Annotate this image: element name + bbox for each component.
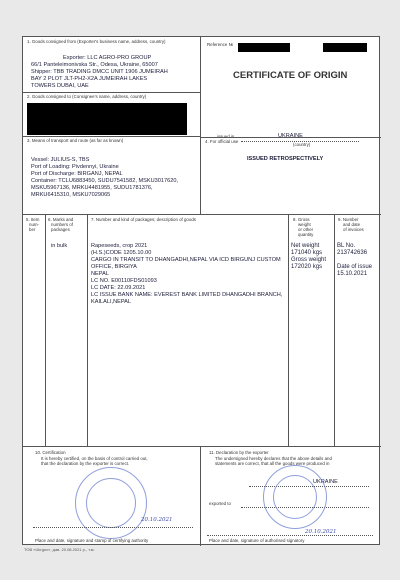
marks-value: in bulk	[51, 243, 68, 249]
col7-header: 7. Number and kind of packages; description of goods	[91, 217, 196, 222]
col5-header: num-	[29, 222, 40, 227]
transport-line: Port of Discharge: BIRGANJ, NEPAL	[31, 171, 123, 177]
col8-header: 8. Gross	[293, 217, 310, 222]
exporter-stamp-inner	[273, 475, 317, 519]
certificate-sheet	[22, 36, 380, 545]
field11-label: 11. Declaration by the exporter	[209, 450, 269, 455]
certification-date: 20.10.2021	[141, 517, 173, 523]
col5-header: ber	[29, 227, 36, 232]
field2-label: 2. Goods consigned to (Consignee's name, address, country)	[27, 94, 147, 99]
declaration-signature-line	[207, 535, 373, 536]
reference-redaction-2	[323, 43, 367, 52]
col-divider	[45, 215, 46, 447]
col5-header: 5. Item	[26, 217, 40, 222]
col-divider	[288, 215, 289, 447]
goods-line: LC ISSUE BANK NAME: EVEREST BANK LIMITED DHANGADHI BRANCH,	[91, 292, 283, 298]
declaration-text: The undersigned hereby declares that the above details and	[215, 456, 332, 461]
field-consignee	[23, 93, 201, 137]
official-use-text: ISSUED RETROSPECTIVELY	[247, 156, 324, 162]
weight-line: 171040 kgs	[291, 250, 323, 256]
certifying-stamp-inner	[86, 478, 136, 528]
goods-line: OFFICE, BIRGIYA	[91, 264, 137, 270]
invoice-line: 15.10.2021	[337, 271, 368, 277]
goods-line: KAILALI,NEPAL	[91, 299, 132, 305]
goods-line: LC NO. E00110FDS01093	[91, 278, 157, 284]
issued-in-label: issued in	[217, 134, 235, 139]
invoice-line: BL No.	[337, 243, 356, 249]
goods-line: Rapeseeds, crop 2021	[91, 243, 148, 249]
col6-header: 6. Marks and	[48, 217, 74, 222]
exporter-line: 66/1 Panteleimonivska Str., Odesa, Ukraine, 65007	[31, 62, 158, 68]
certification-text: that the declaration by the exporter is correct.	[41, 461, 130, 466]
weight-line: Net weight	[291, 243, 320, 249]
col8-header: weight	[298, 222, 311, 227]
certification-text: It is hereby certified, on the basis of control carried out,	[41, 456, 148, 461]
transport-line: Container: TCLU6883450, SUDU7541582, MSKU3017620,	[31, 178, 178, 184]
goods-table	[23, 215, 381, 447]
page-footer: TOB «Ukrgov», дав. 20.08.2021 р., т.м.	[24, 547, 95, 552]
sig-caption-right: Place and date, signature of authorised signatory	[209, 538, 305, 543]
field3-label: 3. Means of transport and route (as far as known)	[27, 138, 124, 143]
weight-line: Gross weight	[291, 257, 327, 263]
goods-line: NEPAL	[91, 271, 109, 277]
certification-signature-line	[33, 527, 193, 528]
field10-label: 10. Certification	[35, 450, 66, 455]
goods-line: CARGO IN TRANSIT TO DHANGADHI,NEPAL VIA ICD BIRGUNJ CUSTOM	[91, 257, 281, 263]
country-of-issue: UKRAINE	[278, 133, 303, 139]
exporter-line: BAY 2 PLOT JLT-PH2-X2A JUMEIRAH LAKES	[31, 76, 148, 82]
declaration-date: 20.10.2021	[305, 529, 337, 535]
country-caption: (country)	[293, 142, 311, 147]
document-title: CERTIFICATE OF ORIGIN	[233, 70, 348, 81]
transport-line: MSKU5967136, MRKU4481955, SUDU1781376,	[31, 185, 153, 191]
col6-header: numbers of	[51, 222, 73, 227]
transport-line: Vessel: JULIUS-S, TBS	[31, 157, 90, 163]
col6-header: packages	[51, 227, 70, 232]
reference-redaction	[238, 43, 290, 52]
field-exporter	[23, 37, 201, 93]
consignee-redaction	[27, 103, 187, 135]
goods-line: LC DATE: 22.09.2021	[91, 285, 146, 291]
exporter-line: Exporter: LLC AGRO-PRO GROUP	[63, 55, 152, 61]
col-divider	[87, 215, 88, 447]
sig-caption-left: Place and date, signature and stamp of certifying authority	[35, 538, 149, 543]
col8-header: or other	[298, 227, 314, 232]
exporter-line: Shipper: TBB TRADING DMCC UNIT 1906 JUMEIRAH	[31, 69, 168, 75]
col9-header: 9. Number	[338, 217, 359, 222]
field-declaration	[201, 447, 381, 546]
weight-line: 172020 kgs	[291, 264, 323, 270]
col9-header: of invoices	[343, 227, 364, 232]
declaration-text: statements are correct, that all the goods were produced in	[215, 461, 330, 466]
transport-line: MRKU6415310, MSKU7029065	[31, 192, 111, 198]
transport-line: Port of Loading: Pivdennyi, Ukraine	[31, 164, 119, 170]
col8-header: quantity	[298, 232, 314, 237]
goods-line: (H.S.)CODE 1205.10.00	[91, 250, 152, 256]
exporter-line: TOWERS DUBAI, UAE	[31, 83, 89, 89]
declared-country: UKRAINE	[313, 479, 338, 485]
col-divider	[334, 215, 335, 447]
field4-label: 4. For official use	[205, 139, 239, 144]
reference-label: Reference №	[207, 42, 234, 47]
field-certification	[23, 447, 201, 546]
field1-label: 1. Goods consigned from (Exporter's business name, address, country)	[27, 39, 166, 44]
invoice-line: Date of issue	[337, 264, 373, 270]
col9-header: and date	[343, 222, 361, 227]
invoice-line: 213742636	[337, 250, 368, 256]
exported-to-label: exported to	[209, 501, 231, 506]
field-transport	[23, 137, 201, 215]
